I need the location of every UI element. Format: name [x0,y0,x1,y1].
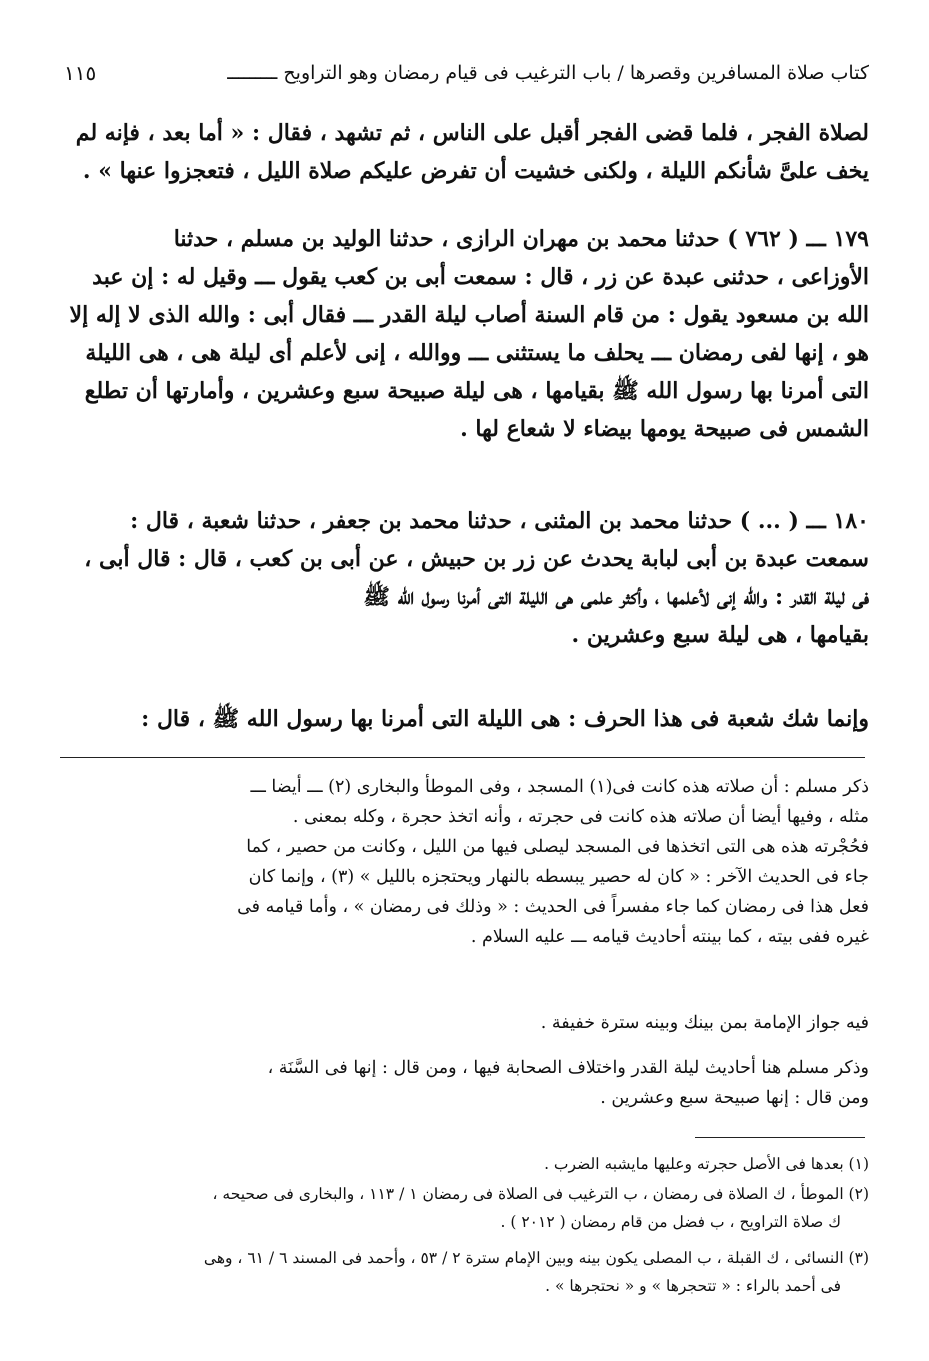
text-line: سمعت عبدة بن أبى لبابة يحدث عن زر بن حبيش ، عن أبى بن كعب ، قال : قال أبى ، [84,546,869,572]
hadith-note-shuba [64,700,869,738]
text-line: (٢) الموطأ ، ك الصلاة فى رمضان ، ب الترغيب فى الصلاة فى رمضان ١ / ١١٣ ، والبخارى فى صحيحه ، [212,1185,869,1203]
text-line: ١٧٩ ـــ ( ٧٦٢ ) حدثنا محمد بن مهران الرازى ، حدثنا الوليد بن مسلم ، حدثنا [173,226,869,252]
commentary-separator [60,757,865,758]
text-line: ومن قال : إنها صبيحة سبع وعشرين . [600,1088,869,1108]
text-line: جاء فى الحديث الآخر : « كان له حصير يبسطه بالنهار ويحتجزه بالليل » (٣) ، وإنما كان [248,867,869,887]
commentary-paragraph-3 [64,1053,869,1113]
text-line: لصلاة الفجر ، فلما قضى الفجر أقبل على الناس ، ثم تشهد ، فقال : « أما بعد ، فإنه لم [75,120,869,146]
text-line: الشمس فى صبيحة يومها بيضاء لا شعاع لها . [460,416,869,442]
header-title: كتاب صلاة المسافرين وقصرها / باب الترغيب فى قيام رمضان وهو التراويح ـــــــــ [227,62,869,84]
text-line: ك صلاة التراويح ، ب فضل من قام رمضان ( ٢٠١٢ ) . [500,1213,841,1231]
footnote-2 [64,1180,869,1236]
text-line: ١٨٠ ـــ ( ... ) حدثنا محمد بن المثنى ، حدثنا محمد بن جعفر ، حدثنا شعبة ، قال : [130,508,869,534]
hadith-180 [64,502,869,654]
hadith-179 [64,220,869,448]
text-line: التى أمرنا بها رسول الله ﷺ بقيامها ، هى ليلة صبيحة سبع وعشرين ، وأمارتها أن تطلع [84,378,869,404]
text-line: ذكر مسلم : أن صلاته هذه كانت فى(١) المسجد ، وفى الموطأ والبخارى (٢) ـــ أيضا ـــ [250,777,869,797]
text-line: فيه جواز الإمامة بمن بينك وبينه سترة خفيفة . [540,1013,869,1033]
text-line: مثله ، وفيها أيضا أن صلاته هذه كانت فى حجرته ، وأنه اتخذ حجرة ، وكله بمعنى . [292,807,869,827]
commentary-paragraph-2 [64,1008,869,1038]
text-line: فحُجْرته هذه هى التى اتخذها فى المسجد ليصلى فيها من الليل ، وكانت من حصير ، كما [246,837,869,857]
footnote-separator [695,1137,865,1138]
text-line: فى أحمد بالراء : « تتحجرها » و « نحتجرها » . [545,1277,841,1295]
text-line: فى ليلة القدر : والله إنى لأعلمها ، وأكثر علمى هى الليلة التى أمرنا رسول الله ﷺ [363,584,869,610]
text-line: (٣) النسائى ، ك القبلة ، ب المصلى يكون بينه وبين الإمام سترة ٢ / ٥٣ ، وأحمد فى المسند ٦ / ٦١ ، وهى [203,1249,869,1267]
text-line: الله بن مسعود يقول : من قام السنة أصاب ليلة القدر ـــ فقال أبى : والله الذى لا إله إلا [69,302,869,328]
footnote-1 [64,1150,869,1178]
commentary-paragraph-1 [64,772,869,952]
text-line: (١) بعدها فى الأصل حجرته وعليها مايشبه الضرب . [544,1155,869,1173]
text-line: الأوزاعى ، حدثنى عبدة عن زر ، قال : سمعت أبى بن كعب يقول ـــ وقيل له : إن عبد [92,264,869,290]
page-number: ١١٥ [64,61,97,85]
text-line: بقيامها ، هى ليلة سبع وعشرين . [571,622,869,648]
text-line: فعل هذا فى رمضان كما جاء مفسراً فى الحديث : « وذلك فى رمضان » ، وأما قيامه فى [237,897,869,917]
text-line: هو ، إنها لفى رمضان ـــ يحلف ما يستثنى ـــ ووالله ، إنى لأعلم أى ليلة هى ، هى الليلة [85,340,869,366]
text-line: وذكر مسلم هنا أحاديث ليلة القدر واختلاف الصحابة فيها ، ومن قال : إنها فى السَّنَة ، [267,1058,869,1078]
text-line: يخف علىَّ شأنكم الليلة ، ولكنى خشيت أن تفرض عليكم صلاة الليل ، فتعجزوا عنها » . [82,158,869,184]
running-header [64,58,869,88]
footnote-3 [64,1244,869,1300]
text-line: وإنما شك شعبة فى هذا الحرف : هى الليلة التى أمرنا بها رسول الله ﷺ ، قال : [141,706,869,732]
text-line: غيره ففى بيته ، كما بينته أحاديث قيامه ـــ عليه السلام . [470,927,869,947]
hadith-paragraph-continuation [64,114,869,190]
